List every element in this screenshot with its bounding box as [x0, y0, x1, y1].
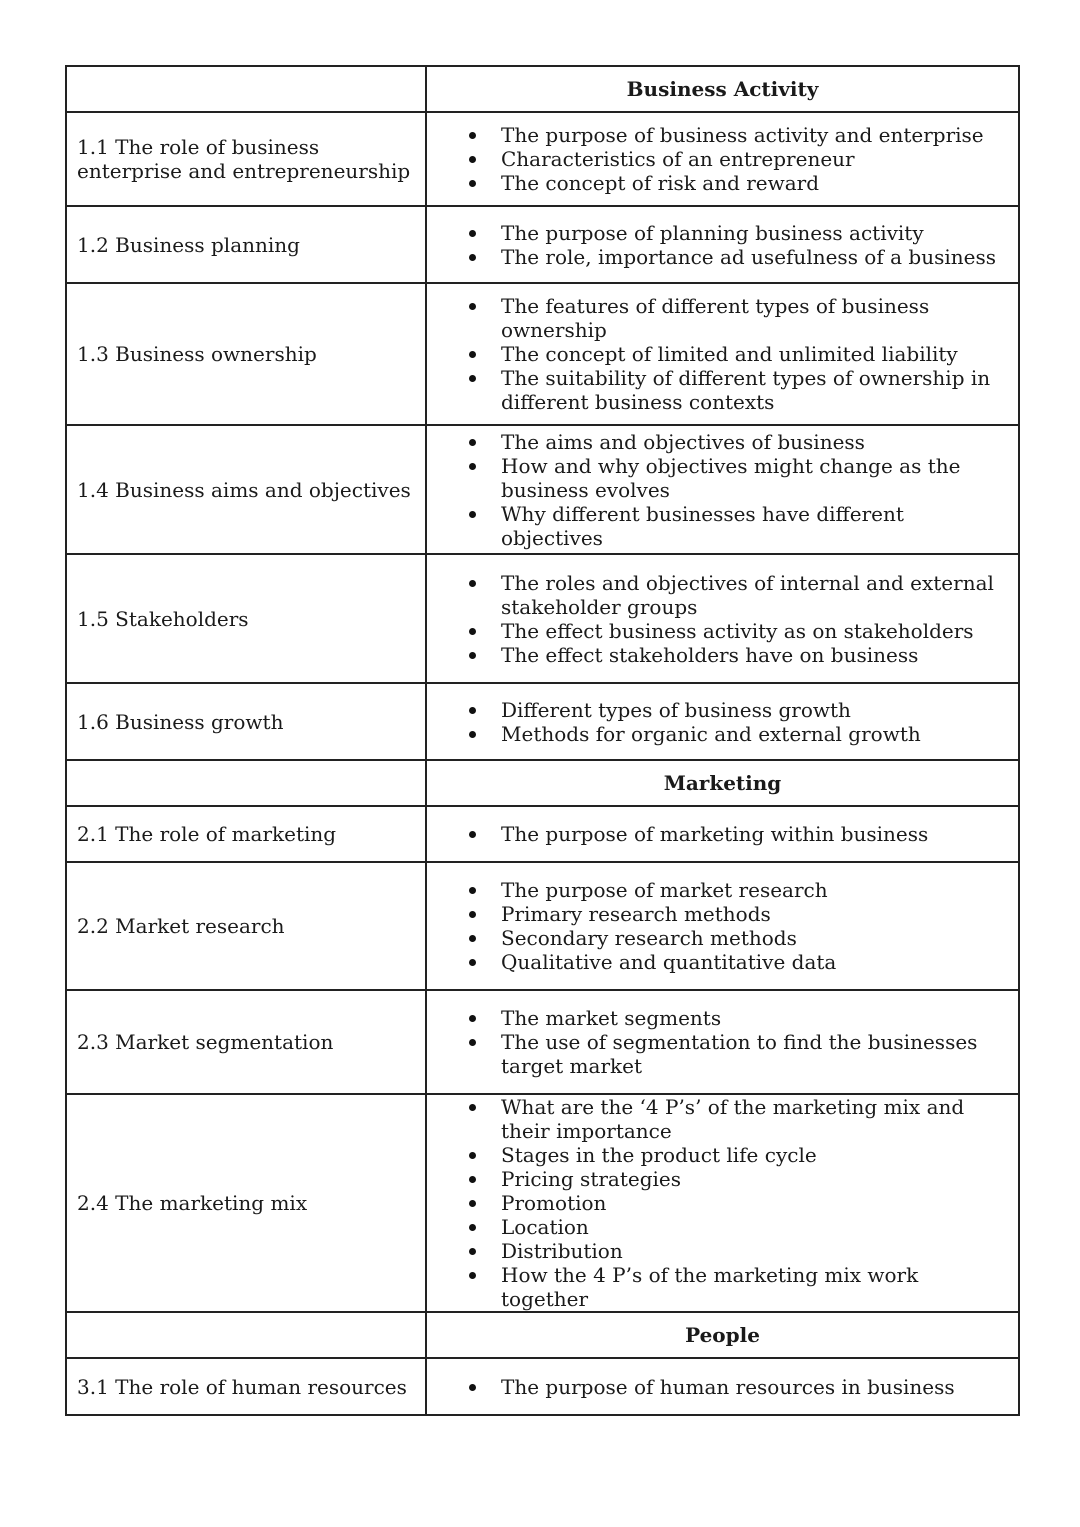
bullet-item: Why different businesses have different objectives — [427, 502, 1008, 550]
topic-points-cell — [426, 683, 1019, 760]
topic-points-cell — [426, 990, 1019, 1094]
bullet-item: The purpose of human resources in business — [427, 1375, 1008, 1399]
bullet-item: The market segments — [427, 1006, 1008, 1030]
bullet-item: The effect stakeholders have on business — [427, 643, 1008, 667]
topic-points-cell — [426, 1358, 1019, 1415]
topic-row — [66, 1094, 1019, 1312]
bullet-item: Methods for organic and external growth — [427, 722, 1008, 746]
bullet-item: The role, importance ad usefulness of a business — [427, 245, 1008, 269]
bullet-item: The purpose of planning business activity — [427, 221, 1008, 245]
topic-title: 1.1 The role of business enterprise and entrepreneurship — [66, 112, 426, 206]
bullet-item: Stages in the product life cycle — [427, 1143, 1008, 1167]
bullet-item: Different types of business growth — [427, 698, 1008, 722]
specification-table-body — [66, 66, 1019, 1415]
bullet-item: The features of different types of business ownership — [427, 294, 1008, 342]
topic-row — [66, 990, 1019, 1094]
topic-title: 2.3 Market segmentation — [66, 990, 426, 1094]
bullet-item: The purpose of marketing within business — [427, 822, 1008, 846]
topic-points-cell — [426, 112, 1019, 206]
bullet-item: The concept of limited and unlimited liability — [427, 342, 1008, 366]
bullet-item: The aims and objectives of business — [427, 430, 1008, 454]
topic-points-cell — [426, 283, 1019, 425]
bullet-item: The purpose of market research — [427, 878, 1008, 902]
topic-title: 2.4 The marketing mix — [66, 1094, 426, 1312]
bullet-item: Pricing strategies — [427, 1167, 1008, 1191]
section-title: People — [426, 1312, 1019, 1358]
bullet-list — [427, 698, 1008, 746]
bullet-list — [427, 294, 1008, 414]
topic-title: 1.4 Business aims and objectives — [66, 425, 426, 554]
bullet-list — [427, 123, 1008, 195]
bullet-list — [427, 221, 1008, 269]
topic-row — [66, 283, 1019, 425]
topic-title: 1.5 Stakeholders — [66, 554, 426, 683]
bullet-item: How and why objectives might change as the business evolves — [427, 454, 1008, 502]
topic-row — [66, 112, 1019, 206]
section-header-row — [66, 760, 1019, 806]
topic-row — [66, 862, 1019, 990]
bullet-list — [427, 1006, 1008, 1078]
specification-table — [65, 65, 1020, 1416]
bullet-item: The concept of risk and reward — [427, 171, 1008, 195]
section-header-empty-cell — [66, 1312, 426, 1358]
topic-row — [66, 683, 1019, 760]
topic-row — [66, 806, 1019, 862]
bullet-item: Promotion — [427, 1191, 1008, 1215]
topic-title: 2.2 Market research — [66, 862, 426, 990]
topic-title: 1.3 Business ownership — [66, 283, 426, 425]
topic-points-cell — [426, 806, 1019, 862]
topic-points-cell — [426, 862, 1019, 990]
bullet-list — [427, 430, 1008, 550]
bullet-list — [427, 1375, 1008, 1399]
topic-row — [66, 425, 1019, 554]
bullet-item: The effect business activity as on stakeholders — [427, 619, 1008, 643]
bullet-list — [427, 822, 1008, 846]
topic-title: 2.1 The role of marketing — [66, 806, 426, 862]
bullet-item: The roles and objectives of internal and external stakeholder groups — [427, 571, 1008, 619]
topic-row — [66, 554, 1019, 683]
topic-row — [66, 1358, 1019, 1415]
topic-title: 1.2 Business planning — [66, 206, 426, 283]
bullet-item: Location — [427, 1215, 1008, 1239]
topic-points-cell — [426, 1094, 1019, 1312]
topic-points-cell — [426, 554, 1019, 683]
section-title: Business Activity — [426, 66, 1019, 112]
bullet-list — [427, 1095, 1008, 1311]
bullet-item: The purpose of business activity and enterprise — [427, 123, 1008, 147]
bullet-list — [427, 878, 1008, 974]
bullet-item: Characteristics of an entrepreneur — [427, 147, 1008, 171]
bullet-item: The suitability of different types of ownership in different business contexts — [427, 366, 1008, 414]
topic-points-cell — [426, 206, 1019, 283]
section-header-row — [66, 66, 1019, 112]
topic-points-cell — [426, 425, 1019, 554]
bullet-item: Secondary research methods — [427, 926, 1008, 950]
bullet-item: The use of segmentation to find the businesses target market — [427, 1030, 1008, 1078]
section-header-row — [66, 1312, 1019, 1358]
section-header-empty-cell — [66, 66, 426, 112]
bullet-item: Distribution — [427, 1239, 1008, 1263]
bullet-item: How the 4 P’s of the marketing mix work together — [427, 1263, 1008, 1311]
bullet-item: Primary research methods — [427, 902, 1008, 926]
bullet-item: What are the ‘4 P’s’ of the marketing mix and their importance — [427, 1095, 1008, 1143]
topic-title: 1.6 Business growth — [66, 683, 426, 760]
section-title: Marketing — [426, 760, 1019, 806]
topic-row — [66, 206, 1019, 283]
section-header-empty-cell — [66, 760, 426, 806]
topic-title: 3.1 The role of human resources — [66, 1358, 426, 1415]
bullet-item: Qualitative and quantitative data — [427, 950, 1008, 974]
bullet-list — [427, 571, 1008, 667]
